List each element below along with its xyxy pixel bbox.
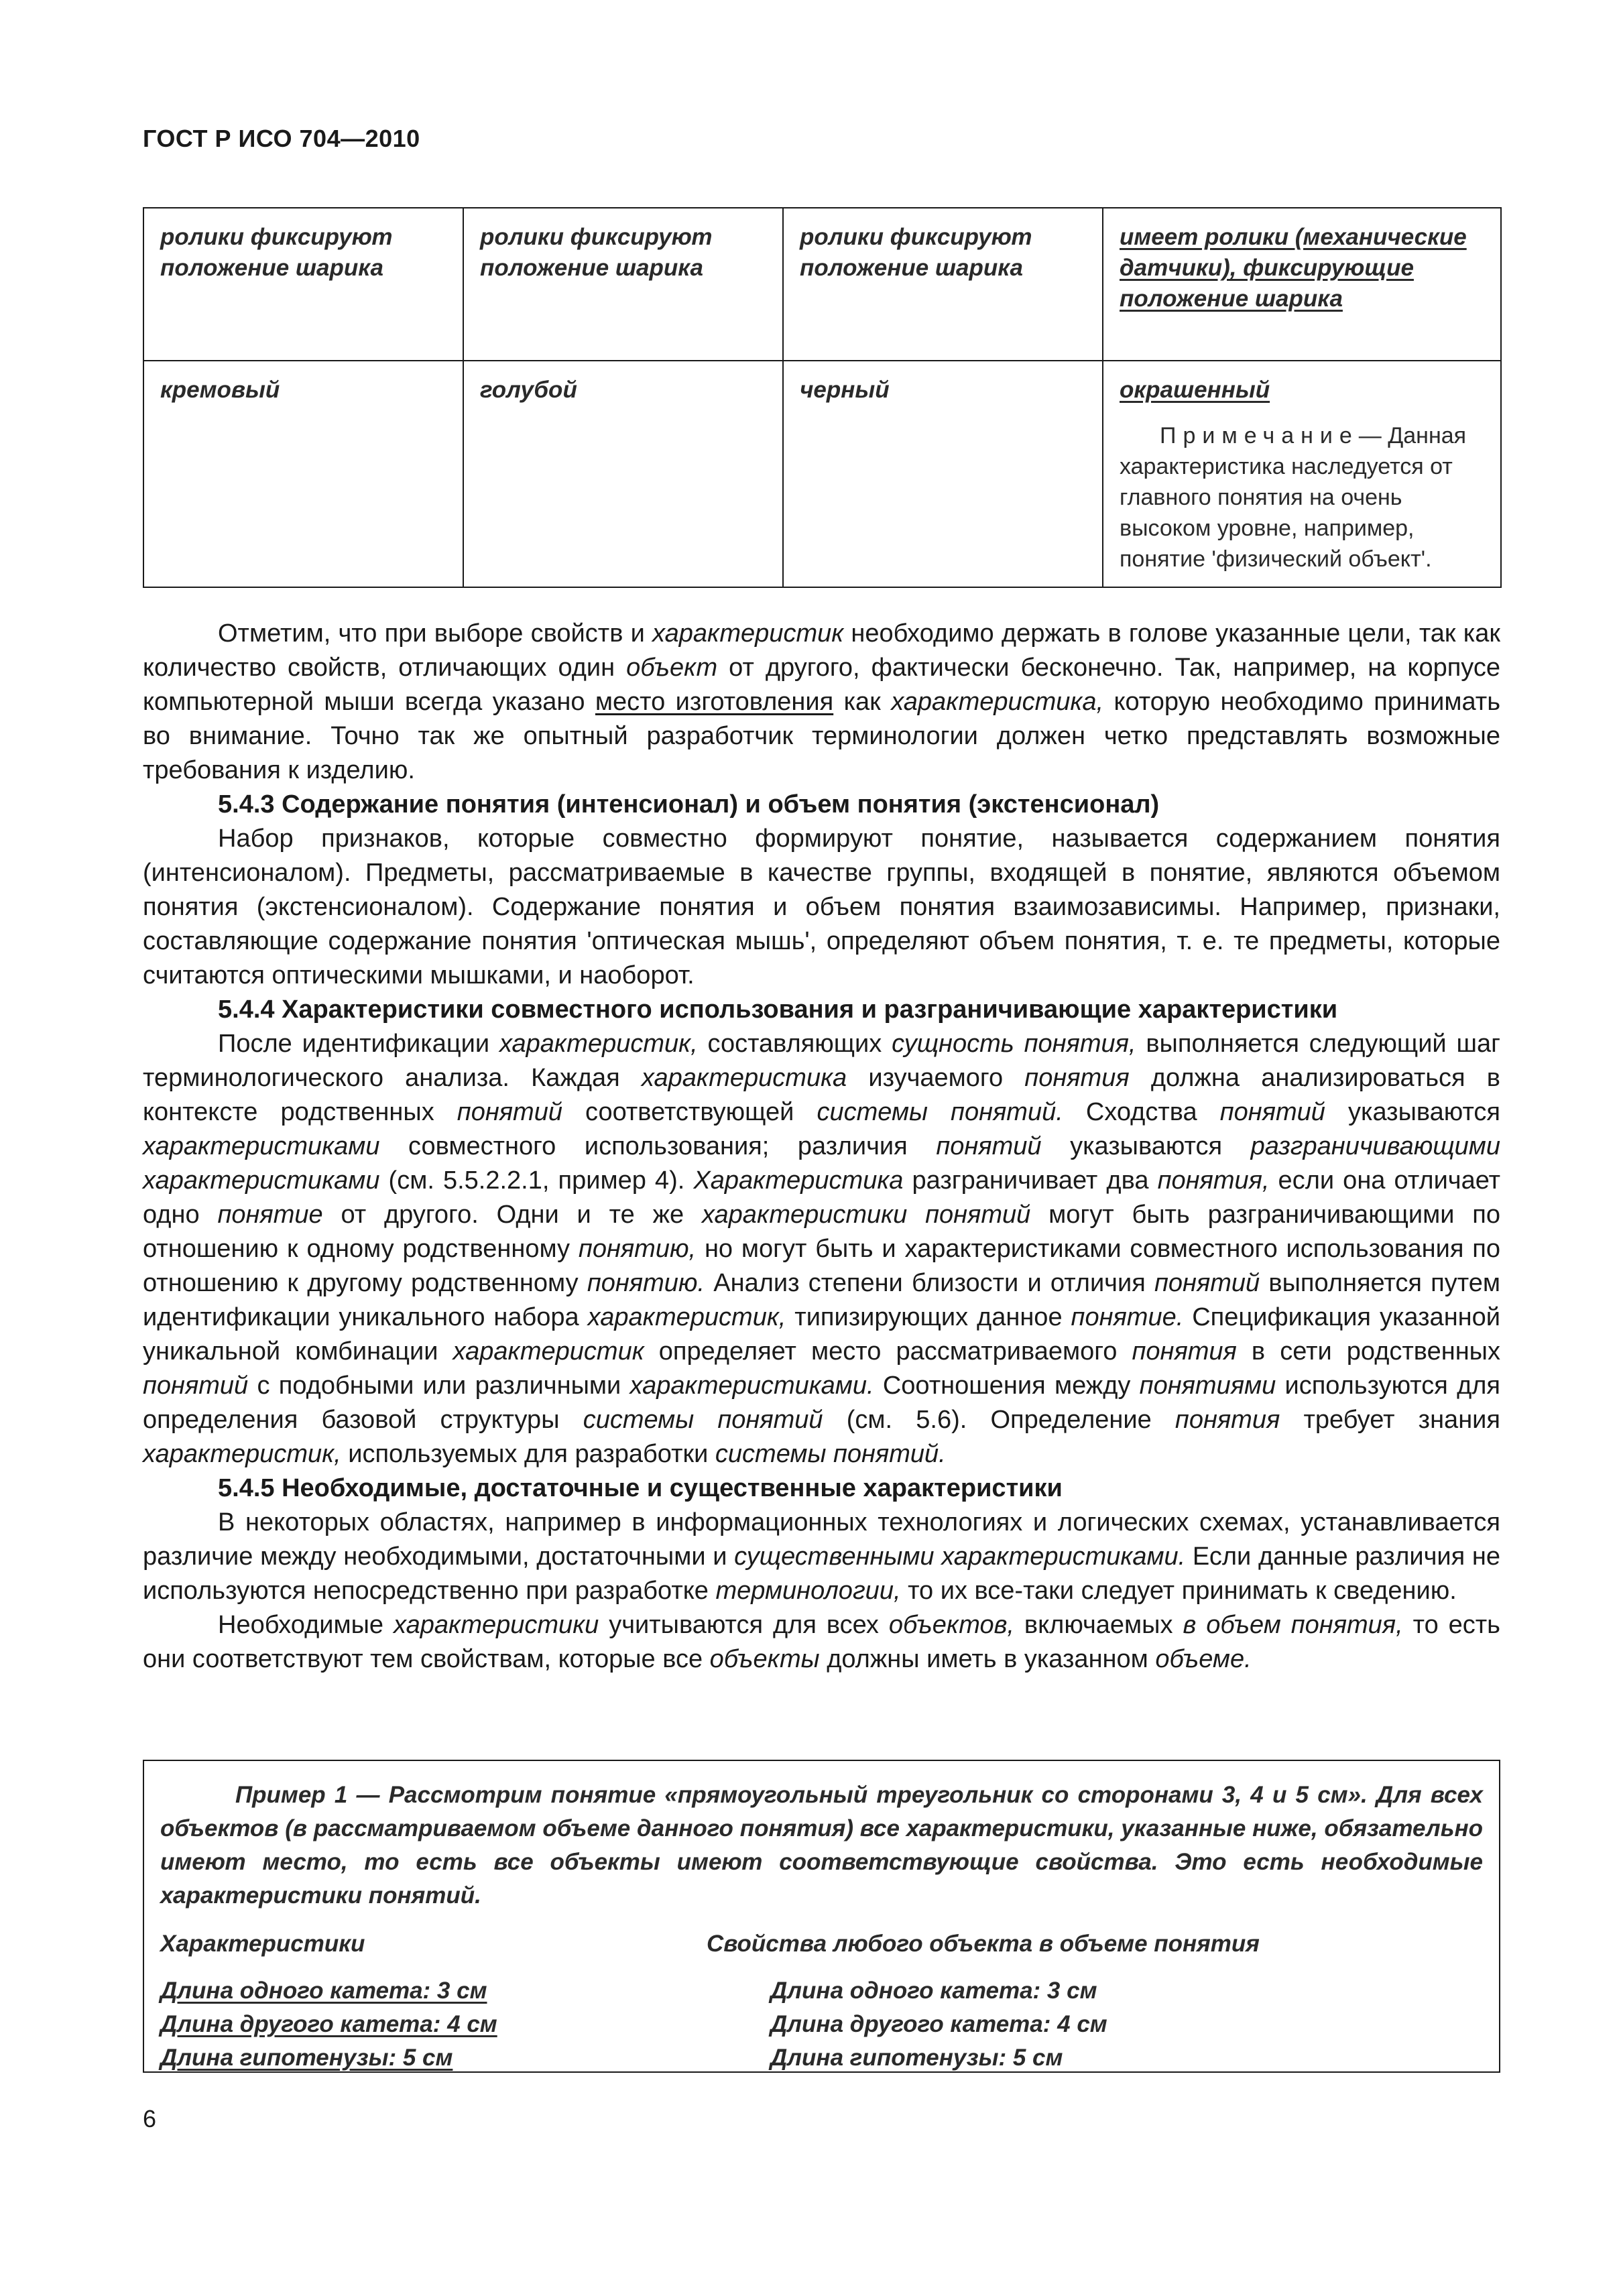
comparison-table bbox=[143, 207, 1502, 588]
underlined-text: окрашенный bbox=[1120, 377, 1270, 403]
table-cell: кремовый bbox=[143, 361, 463, 587]
table-row bbox=[143, 361, 1501, 587]
column-header: Характеристики bbox=[160, 1931, 365, 1957]
example-right-column bbox=[707, 1927, 1444, 2075]
section-heading: 5.4.5 Необходимые, достаточные и существенные характеристики bbox=[218, 1474, 1063, 1502]
list-item: Длина другого катета: 4 см bbox=[160, 2011, 497, 2037]
table-cell: черный bbox=[783, 361, 1103, 587]
table-cell bbox=[1103, 361, 1501, 587]
example-columns bbox=[160, 1927, 1483, 2088]
list-item: Длина одного катета: 3 см bbox=[160, 1978, 487, 2004]
list-item: Длина другого катета: 4 см bbox=[770, 2011, 1107, 2037]
list-item: Длина одного катета: 3 см bbox=[770, 1978, 1097, 2004]
example-left-column bbox=[160, 1927, 710, 2075]
table-row bbox=[143, 208, 1501, 361]
note-text: — Данная характеристика наследуется от главного понятия на очень высоком уровне, например, понятие 'физический объект'. bbox=[1120, 423, 1467, 572]
list-item: Длина гипотенузы: 5 см bbox=[770, 2045, 1063, 2071]
body-text bbox=[143, 617, 1500, 1677]
paragraph: Необходимые характеристики учитываются для всех объектов, включаемых в объем понятия, то есть они соответствуют тем свойствам, которые все объекты должны иметь в указанном объеме. bbox=[143, 1611, 1500, 1673]
table-cell: голубой bbox=[463, 361, 783, 587]
document-header: ГОСТ Р ИСО 704—2010 bbox=[143, 125, 420, 152]
underlined-text: имеет ролики (механические датчики), фиксирующие положение шарика bbox=[1120, 224, 1467, 312]
table-cell: ролики фиксируют положение шарика bbox=[783, 208, 1103, 361]
example-lead: Пример 1 — Рассмотрим понятие «прямоугольный треугольник со сторонами 3, 4 и 5 см». Для всех объектов (в рассматриваемом объеме данного понятия) все характеристики, указанные ниже, обязательно имеют место, то есть все объекты имеют соответствующие свойства. Это есть необходимые характеристики понятий. bbox=[160, 1782, 1483, 1909]
section-heading: 5.4.4 Характеристики совместного использования и разграничивающие характеристики bbox=[218, 995, 1338, 1024]
column-header: Свойства любого объекта в объеме понятия bbox=[707, 1931, 1260, 1957]
paragraph: После идентификации характеристик, составляющих сущность понятия, выполняется следующий шаг терминологического анализа. Каждая характеристика изучаемого понятия должна анализироваться в контексте родственных понятий соответствующей системы понятий. Сходства понятий указываются характеристиками совместного использования; различия понятий указываются разграничивающими характеристиками (см. 5.5.2.2.1, пример 4). Характеристика разграничивает два понятия, если она отличает одно понятие от другого. Одни и те же характеристики понятий могут быть разграничивающими по отношению к одному родственному понятию, но могут быть и характеристиками совместного использования по отношению к другому родственному понятию. Анализ степени близости и отличия понятий выполняется путем идентификации уникального набора характеристик, типизирующих данное понятие. Спецификация указанной уникальной комбинации характеристик определяет место рассматриваемого понятия в сети родственных понятий с подобными или различными характеристиками. Соотношения между понятиями используются для определения базовой структуры системы понятий (см. 5.6). Определение понятия требует знания характеристик, используемых для разработки системы понятий. bbox=[143, 1030, 1501, 1468]
note-label: Примечание bbox=[1160, 423, 1359, 448]
table-cell bbox=[1103, 208, 1501, 361]
table-note bbox=[1120, 420, 1484, 575]
paragraph: Набор признаков, которые совместно формируют понятие, называется содержанием понятия (интенсионалом). Предметы, рассматриваемые в качестве группы, входящей в понятие, являются объемом понятия (экстенсионалом). Содержание понятия и объем понятия взаимозависимы. Например, признаки, составляющие содержание понятия 'оптическая мышь', определяют объем понятия, т. е. те предметы, которые считаются оптическими мышками, и наоборот. bbox=[143, 825, 1500, 989]
list-item: Длина гипотенузы: 5 см bbox=[160, 2045, 453, 2071]
paragraph: В некоторых областях, например в информационных технологиях и логических схемах, устанавливается различие между необходимыми, достаточными и существенными характеристиками. Если данные различия не используются непосредственно при разработке терминологии, то их все-таки следует принимать к сведению. bbox=[143, 1508, 1500, 1605]
paragraph: Отметим, что при выборе свойств и характеристик необходимо держать в голове указанные цели, так как количество свойств, отличающих один объект от другого, фактически бесконечно. Так, например, на корпусе компьютерной мыши всегда указано место изготовления как характеристика, которую необходимо принимать во внимание. Точно так же опытный разработчик терминологии должен четко представлять возможные требования к изделию. bbox=[143, 619, 1500, 784]
table-cell: ролики фиксируют положение шарика bbox=[143, 208, 463, 361]
page-number: 6 bbox=[143, 2105, 157, 2132]
table-cell: ролики фиксируют положение шарика bbox=[463, 208, 783, 361]
example-box bbox=[143, 1760, 1500, 2073]
section-heading: 5.4.3 Содержание понятия (интенсионал) и объем понятия (экстенсионал) bbox=[218, 790, 1160, 819]
